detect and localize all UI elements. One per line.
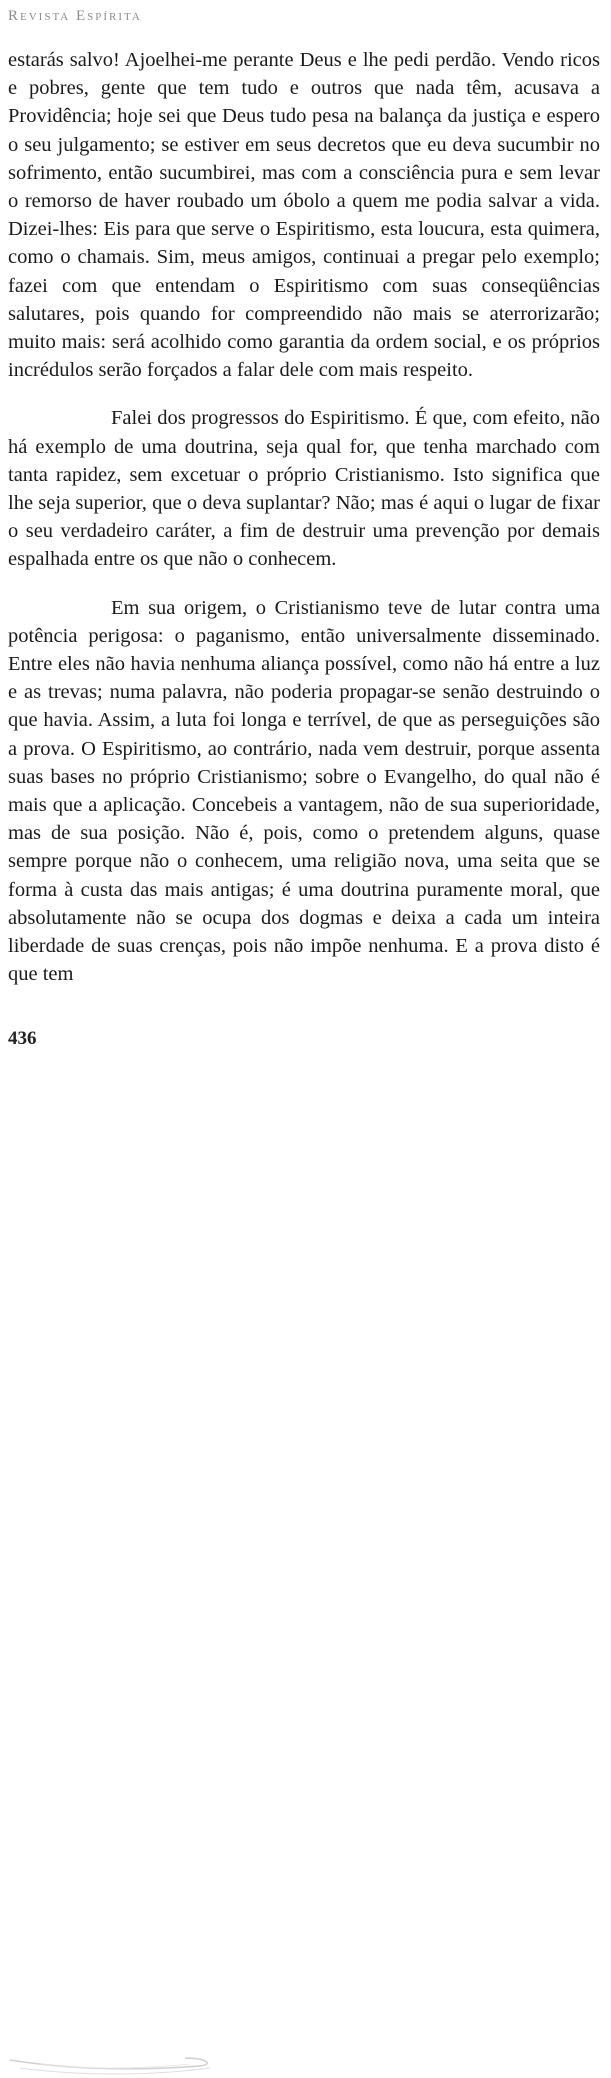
running-header: Revista Espírita (8, 8, 142, 24)
paragraph-1: estarás salvo! Ajoelhei-me perante Deus e lhe pedi perdão. Vendo ricos e pobres, gente que tem tudo e outros que nada têm, acusava a Providência; hoje sei que Deus tudo pesa na balança da justiça e espero o seu julgamento; se estiver em seus decretos que eu deva sucumbir no sofrimento, então sucumbirei, mas com a consciência pura e sem levar o remorso de haver roubado um óbolo a quem me podia salvar a vida. Dizei-lhes: Eis para que serve o Espiritismo, esta loucura, esta quimera, como o chamais. Sim, meus amigos, continuai a pregar pelo exemplo; fazei com que entendam o Espiritismo com suas conseqüências salutares, pois quando for compreendido não mais se aterrorizarão; muito mais: será acolhido como garantia da ordem social, e os próprios incrédulos serão forçados a falar dele com mais respeito. (8, 49, 600, 382)
paragraph-3: Em sua origem, o Cristianismo teve de lutar contra uma potência perigosa: o paganismo, então universalmente disseminado. Entre eles não havia nenhuma aliança possível, como não há entre a luz e as trevas; numa palavra, não poderia propagar-se senão destruindo o que havia. Assim, a luta foi longa e terrível, de que as perseguições são a prova. O Espiritismo, ao contrário, nada vem destruir, porque assenta suas bases no próprio Cristianismo; sobre o Evangelho, do qual não é mais que a aplicação. Concebeis a vantagem, não de sua superioridade, mas de sua posição. Não é, pois, como o pretendem alguns, quase sempre porque não o conhecem, uma religião nova, uma seita que se forma à custa das mais antigas; é uma doutrina puramente moral, que absolutamente não se ocupa dos dogmas e deixa a cada um inteira liberdade de suas crenças, pois não impõe nenhuma. E a prova disto é que tem (8, 596, 600, 986)
paragraph-2: Falei dos progressos do Espiritismo. É que, com efeito, não há exemplo de uma doutrina, seja qual for, que tenha marchado com tanta rapidez, sem excetuar o próprio Cristianismo. Isto significa que lhe seja superior, que o deva suplantar? Não; mas é aqui o lugar de fixar o seu verdadeiro caráter, a fim de destruir uma prevenção por demais espalhada entre os que não o conhecem. (8, 407, 600, 571)
decorative-swoosh (0, 2038, 230, 2078)
page-number: 436 (8, 1028, 37, 1049)
page-body (8, 46, 600, 1009)
page-footer (0, 1020, 611, 1065)
